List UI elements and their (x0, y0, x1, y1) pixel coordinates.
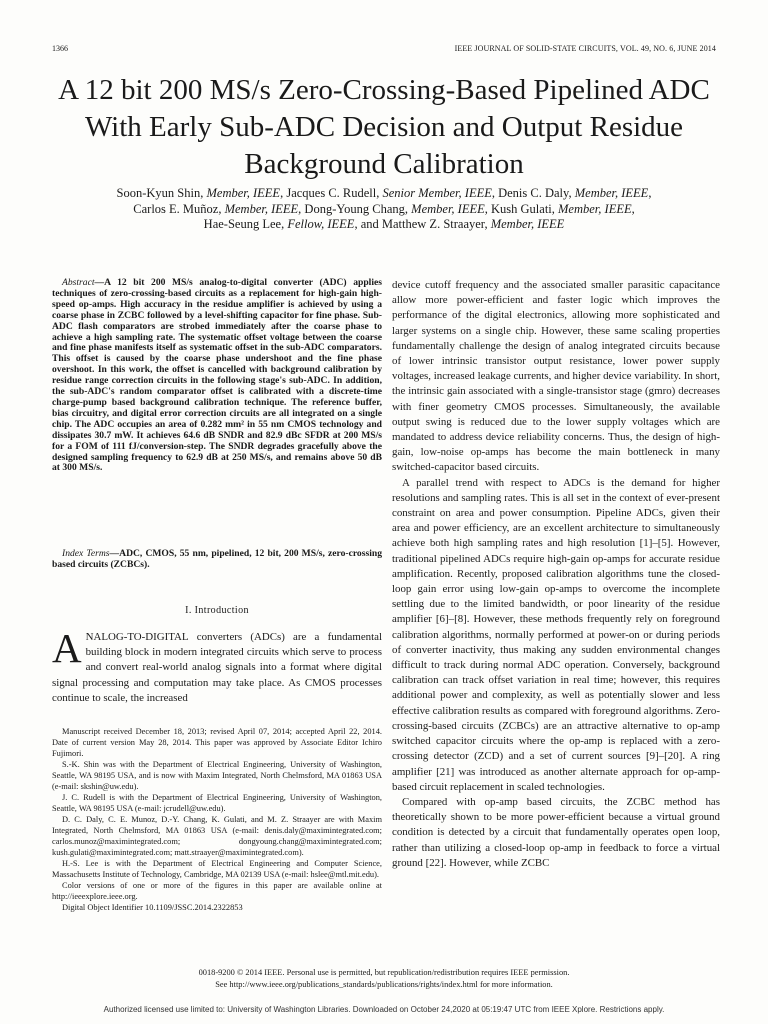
intro-paragraph (52, 625, 382, 706)
footnote: H.-S. Lee is with the Department of Electrical Engineering and Computer Science, Massachusetts Institute of Technology, Cambridge, MA 02139 USA (e-mail: hslee@mtl.mit.edu). (52, 859, 382, 879)
author-role: Member, IEEE (224, 201, 299, 216)
footnote: S.-K. Shin was with the Department of Electrical Engineering, University of Washington, Seattle, WA 98195 USA, and is now with Maxim Integrated, North Chelmsford, MA 01863 USA (e-mail: skshin@uw.edu). (52, 760, 382, 791)
intro-lead: NALOG-TO-DIGITAL (85, 631, 189, 643)
footnote: D. C. Daly, C. E. Munoz, D.-Y. Chang, K. Gulati, and M. Z. Straayer are with Maxim Integrated, North Chelmsford, MA 01863 USA (e-mail: denis.daly@maximintegrated.com; carlos.munoz@maximintegrated.com; dongyoung.chang@maximintegrated.com; kush.gulati@maximintegrated.com; matt.straayer@maximintegrated.com). (52, 815, 382, 857)
copyright-line: See http://www.ieee.org/publications_standards/publications/rights/index.html for more information. (215, 979, 553, 989)
author-role: Member, IEEE (411, 201, 485, 216)
author-name: Soon-Kyun Shin (116, 186, 201, 200)
body-paragraph: Compared with op-amp based circuits, the ZCBC method has theoretically shown to be more power-efficient because a virtual ground condition is detected by a circuit that fundamentally operates open loop, rather than utilizing a closed-loop op-amp in feedback to force a virtual ground [22]. However, while ZCBC (392, 795, 720, 869)
abstract-text: —A 12 bit 200 MS/s analog-to-digital converter (ADC) applies techniques of zero-crossing-based circuits as a replacement for high-gain high-speed op-amps. High accuracy in the residue amplifier is achieved by using a coarse phase in ZCBC followed by a level-shifting capacitor for fine phase. Sub-ADC flash comparators are strobed immediately after the coarse phase to achieve a high sampling rate. The systematic offset voltage between the coarse and fine phase manifests itself as systematic offset in the sub-ADC comparators. This offset is caused by the coarse phase undershoot and the fine phase overshoot. In this work, the offset is cancelled with background calibration by residue range correction circuits in the following stage's sub-ADC. In addition, the sub-ADC's random comparator offset is calibrated with a discrete-time charge-pump based background calibration technique. The reference buffer, bias circuitry, and digital error correction circuits are all integrated on a single chip. The ADC occupies an area of 0.282 mm² in 55 nm CMOS technology and dissipates 30.7 mW. It achieves 64.6 dB SNDR and 82.9 dBc SFDR at 200 MS/s for a FOM of 111 fJ/conversion-step. The SNDR degrades gracefully above the designed sampling frequency to 62.9 dB at 250 MS/s, and remains above 50 dB at 300 MS/s. (52, 277, 382, 474)
abstract (52, 278, 382, 474)
author-name: Kush Gulati (491, 201, 552, 216)
author-name: Matthew Z. Straayer (381, 217, 485, 231)
author-role: Member, IEEE (490, 217, 565, 231)
section-heading: I. Introduction (185, 605, 249, 616)
drop-cap: A (52, 625, 82, 671)
license-notice: Authorized licensed use limited to: University of Washington Libraries. Downloaded on October 24,2020 at 05:19:47 UTC from IEEE Xplore. Restrictions apply. (103, 1005, 665, 1014)
copyright-notice (0, 967, 768, 990)
index-terms (52, 548, 382, 570)
author-name: Carlos E. Muñoz (133, 201, 219, 216)
paper-title: A 12 bit 200 MS/s Zero-Crossing-Based Pipelined ADC With Early Sub-ADC Decision and Output Residue Background Calibration (58, 74, 710, 180)
index-terms-text: —ADC, CMOS, 55 nm, pipelined, 12 bit, 200 MS/s, zero-crossing based circuits (ZCBCs). (52, 548, 382, 570)
index-terms-label: Index Terms (62, 548, 110, 559)
page-header (52, 42, 716, 56)
body-paragraph: device cutoff frequency and the associated smaller parasitic capacitance allow more power-efficient and faster logic which improves the performance of the digital electronics, allowing more sophisticated and larger systems on a single chip. However, these same scaling properties fundamentally challenge the design of analog integrated circuits because of lower intrinsic transistor output resistance, lower power supply voltages, increased leakage currents, and higher device variability. In short, the intrinsic gain associated with a single-transistor stage (gmro) decreases with finer geometry CMOS processes. Simultaneously, the available output swing is reduced due to the lower supply voltages which are mandated to address device reliability concerns. Thus, the design of high-gain, low-noise op-amps has become the main bottleneck in many switched-capacitor based circuits. (392, 279, 720, 474)
abstract-label: Abstract (62, 277, 95, 288)
right-column (392, 278, 720, 871)
author-role: Senior Member, IEEE (382, 186, 492, 200)
footnote: Digital Object Identifier 10.1109/JSSC.2014.2322853 (62, 903, 243, 912)
footnote: J. C. Rudell is with the Department of Electrical Engineering, University of Washington, Seattle, WA 98195 USA (e-mail: jcrudell@uw.edu). (52, 793, 382, 813)
author-role: Fellow, IEEE (287, 217, 355, 231)
footnote: Color versions of one or more of the figures in this paper are available online at http://ieeexplore.ieee.org. (52, 881, 382, 901)
author-role: Member, IEEE (574, 186, 649, 200)
author-name: Dong-Young Chang (304, 201, 405, 216)
author-name: Jacques C. Rudell (286, 186, 377, 200)
journal-name: IEEE JOURNAL OF SOLID-STATE CIRCUITS, VOL. 49, NO. 6, JUNE 2014 (454, 44, 716, 53)
copyright-line: 0018-9200 © 2014 IEEE. Personal use is permitted, but republication/redistribution requires IEEE permission. (198, 968, 570, 977)
page-number: 1366 (52, 44, 68, 53)
footnotes (52, 726, 382, 913)
footnote: Manuscript received December 18, 2013; revised April 07, 2014; accepted April 22, 2014. Date of current version May 28, 2014. This paper was approved by Associate Editor Ichiro Fujimori. (52, 727, 382, 758)
author-role: Member, IEEE (558, 201, 632, 216)
author-role: Member, IEEE (206, 186, 281, 200)
author-name: Denis C. Daly (498, 186, 569, 200)
body-paragraph: A parallel trend with respect to ADCs is the demand for higher resolutions and sampling rates. This is all set in the context of ever-present constraint on area and power consumption. Pipeline ADCs, given their area and power efficiency, are an excellent architecture to simultaneously achieve both high sampling rates and high resolution [1]–[5]. However, traditional pipelined ADCs require high-gain op-amps for accurate residue amplification. Recently, proposed calibration algorithms tune the closed-loop gain error using low-gain op-amps to overcome the incomplete settling due to the limited bandwidth, or poor linearity of the residue amplifier [6]–[8]. However, these methods frequently rely on foreground calibration algorithms, normally performed at power-on or during periods of converter inactivity, thus making any sudden environmental changes difficult to track during normal ADC operation. Conversely, background calibration can track offset variation in real time; however, this requires additional power and complexity, as well as potentially slower and less effective calibration results as compared with foreground algorithms. Zero-crossing-based circuits (ZCBCs) are an attractive alternative to op-amp switched capacitor circuits where the op-amp is replaced with a zero-crossing detector (ZCD) and a set of current sources [9]–[20]. A ring amplifier [21] was introduced as another alternate approach for op-amp-based circuit replacement in scaled technologies. (392, 476, 720, 793)
author-list: Soon-Kyun Shin, Member, IEEE, Jacques C. Rudell, Senior Member, IEEE, Denis C. Daly, Member, IEEE, Carlos E. Muñoz, Member, IEEE, Dong-Young Chang, Member, IEEE, Kush Gulati, Member, IEEE, Hae-Seung Lee, Fellow, IEEE, and Matthew Z. Straayer, Member, IEEE (116, 186, 652, 231)
intro-text: converters (ADCs) are a fundamental building block in modern integrated circuits which serve to process and convert real-world analog signals into a format where digital signal processing and computation may take place. As CMOS processes continue to scale, the increased (52, 631, 382, 704)
author-name: Hae-Seung Lee (203, 217, 282, 231)
